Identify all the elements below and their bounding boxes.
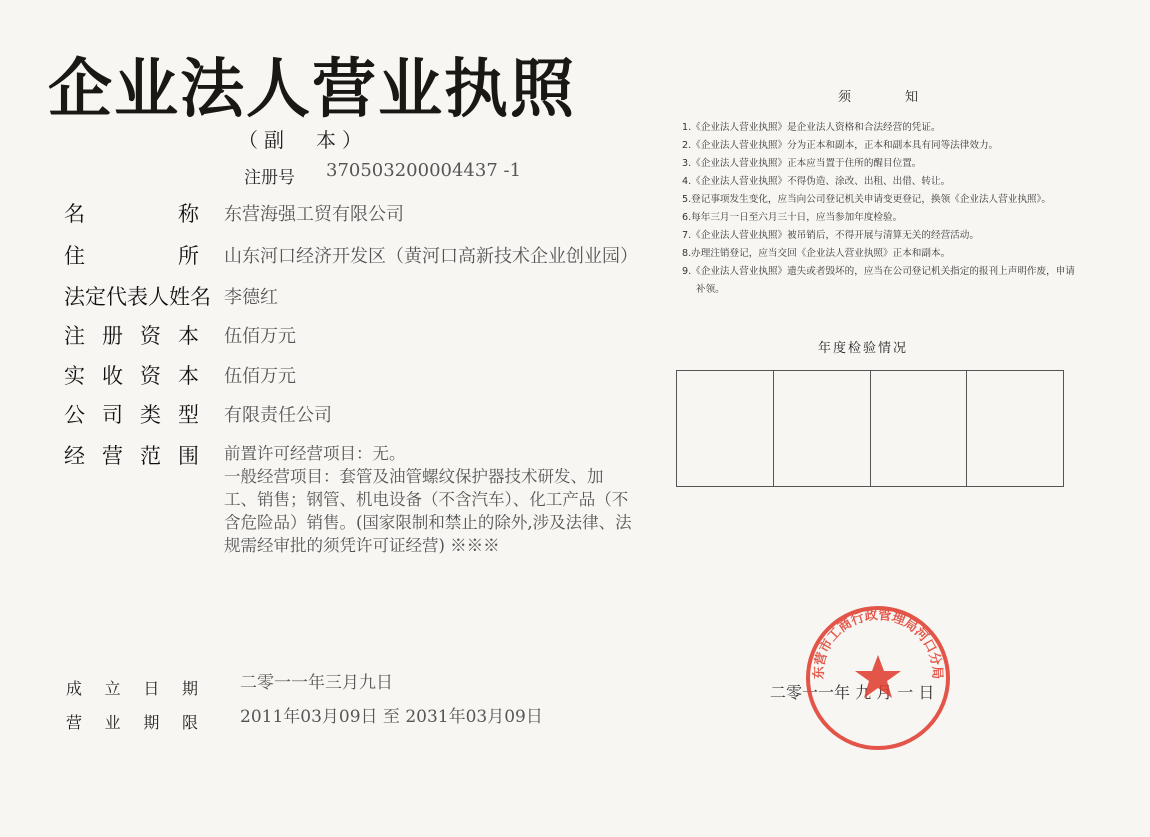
field-label-char: 营 bbox=[102, 444, 123, 468]
field-value: 东营海强工贸有限公司 bbox=[224, 204, 404, 225]
official-seal bbox=[803, 603, 953, 753]
field-label-char: 资 bbox=[140, 324, 161, 348]
date-label-char: 成 bbox=[66, 679, 83, 698]
field-label-char: 本 bbox=[178, 364, 199, 388]
date-label bbox=[66, 710, 198, 733]
notice-item: 9.《企业法人营业执照》遗失或者毁坏的，应当在公司登记机关指定的报刊上声明作废，申请补领。 bbox=[682, 266, 1075, 295]
field-label bbox=[64, 198, 199, 228]
annual-inspection-table bbox=[676, 370, 1064, 487]
date-label-char: 限 bbox=[181, 713, 198, 732]
business-scope-line: 含危险品）销售。(国家限制和禁止的除外,涉及法律、法 bbox=[224, 513, 632, 532]
field-label-char: 收 bbox=[102, 364, 123, 388]
field-value: 有限责任公司 bbox=[224, 405, 332, 426]
field-label-char: 册 bbox=[102, 324, 123, 348]
field-label-char: 称 bbox=[178, 202, 199, 226]
date-label bbox=[66, 676, 198, 699]
notice-title bbox=[838, 86, 918, 105]
date-label-char: 期 bbox=[143, 713, 160, 732]
seal-text: 东营市工商行政管理局河口分局 bbox=[811, 607, 945, 680]
field-label-char: 型 bbox=[178, 403, 199, 427]
registration-number-label: 注册号 bbox=[244, 168, 295, 188]
issue-date: 二零一一年 九 月 一 日 bbox=[770, 683, 935, 702]
field-label-char: 住 bbox=[64, 244, 85, 268]
field-label-char: 实 bbox=[64, 364, 85, 388]
notice-item: 6.每年三月一日至六月三十日，应当参加年度检验。 bbox=[682, 212, 903, 223]
business-scope-line: 工、销售；钢管、机电设备（不含汽车）、化工产品（不 bbox=[224, 490, 629, 509]
notice-item: 2.《企业法人营业执照》分为正本和副本，正本和副本具有同等法律效力。 bbox=[682, 140, 999, 151]
notice-item: 7.《企业法人营业执照》被吊销后，不得开展与清算无关的经营活动。 bbox=[682, 230, 979, 241]
notice-item: 8.办理注销登记，应当交回《企业法人营业执照》正本和副本。 bbox=[682, 248, 951, 259]
field-label-char: 类 bbox=[140, 403, 161, 427]
notice-item: 3.《企业法人营业执照》正本应当置于住所的醒目位置。 bbox=[682, 158, 922, 169]
field-label-char: 司 bbox=[102, 403, 123, 427]
registration-number-value: 370503200004437 -1 bbox=[326, 160, 522, 181]
annual-inspection-title: 年度检验情况 bbox=[818, 341, 909, 356]
inspection-cell bbox=[967, 371, 1063, 486]
business-scope-text bbox=[224, 442, 632, 557]
field-label bbox=[64, 440, 199, 470]
inspection-cell bbox=[677, 371, 774, 486]
copy-label: （副 本） bbox=[238, 128, 368, 152]
date-value: 二零一一年三月九日 bbox=[240, 673, 393, 693]
notice-item: 5.登记事项发生变化，应当向公司登记机关申请变更登记，换领《企业法人营业执照》。 bbox=[682, 194, 1051, 205]
field-label bbox=[64, 281, 211, 311]
date-value: 2011年03月09日 至 2031年03月09日 bbox=[240, 707, 543, 727]
field-label-char: 资 bbox=[140, 364, 161, 388]
field-label bbox=[64, 399, 199, 429]
field-label bbox=[64, 240, 199, 270]
field-value: 山东河口经济开发区（黄河口高新技术企业创业园） bbox=[224, 246, 638, 267]
seal-star-icon bbox=[855, 655, 901, 698]
notice-list bbox=[682, 119, 1077, 299]
date-label-char: 营 bbox=[66, 713, 83, 732]
business-scope-line: 一般经营项目：套管及油管螺纹保护器技术研发、加 bbox=[224, 467, 604, 486]
date-label-char: 期 bbox=[181, 679, 198, 698]
date-label-char: 业 bbox=[104, 713, 121, 732]
notice-title-char: 须 bbox=[838, 90, 852, 105]
field-label bbox=[64, 320, 199, 350]
license-title: 企业法人营业执照 bbox=[48, 53, 576, 127]
field-label-char: 围 bbox=[178, 444, 199, 468]
field-label-char: 公 bbox=[64, 403, 85, 427]
field-label-char: 本 bbox=[178, 324, 199, 348]
inspection-cell bbox=[774, 371, 871, 486]
date-label-char: 日 bbox=[143, 679, 160, 698]
field-label-char: 范 bbox=[140, 444, 161, 468]
field-label-char: 注 bbox=[64, 324, 85, 348]
field-value: 李德红 bbox=[224, 287, 278, 308]
business-scope-line: 规需经审批的须凭许可证经营) ※※※ bbox=[224, 536, 500, 555]
notice-item: 1.《企业法人营业执照》是企业法人资格和合法经营的凭证。 bbox=[682, 122, 941, 133]
notice-item: 4.《企业法人营业执照》不得伪造、涂改、出租、出借、转让。 bbox=[682, 176, 951, 187]
field-label bbox=[64, 360, 199, 390]
inspection-cell bbox=[871, 371, 968, 486]
business-scope-line: 前置许可经营项目：无。 bbox=[224, 444, 406, 463]
notice-title-char: 知 bbox=[904, 90, 918, 105]
field-label-char: 所 bbox=[178, 244, 199, 268]
field-value: 伍佰万元 bbox=[224, 326, 296, 347]
field-label-char: 法定代表人姓名 bbox=[64, 285, 211, 309]
field-value: 伍佰万元 bbox=[224, 366, 296, 387]
field-label-char: 名 bbox=[64, 202, 85, 226]
date-label-char: 立 bbox=[104, 679, 121, 698]
field-label-char: 经 bbox=[64, 444, 85, 468]
